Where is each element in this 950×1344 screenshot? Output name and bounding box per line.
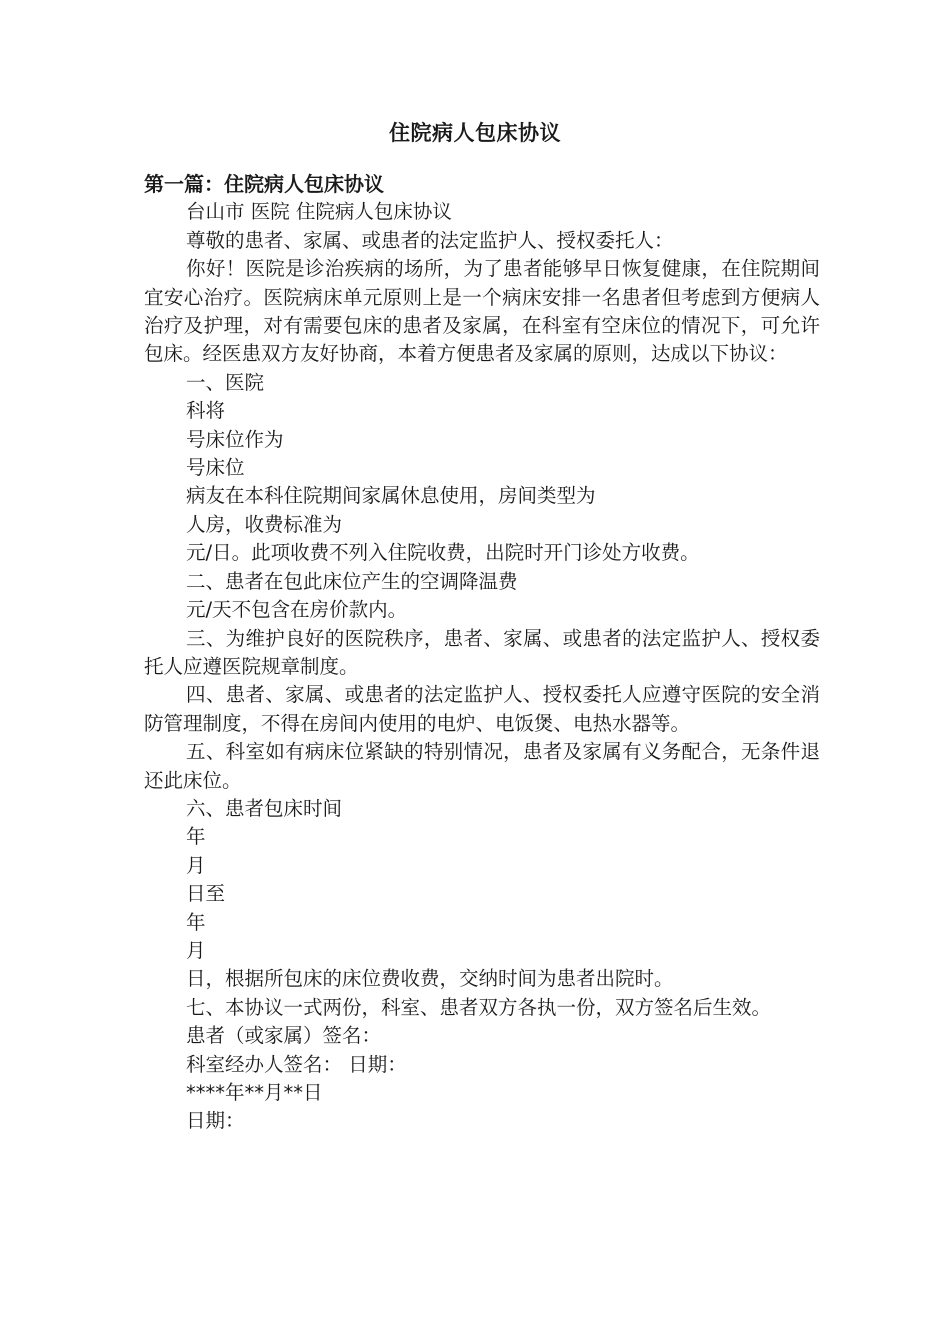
paragraph: 台山市 医院 住院病人包床协议 xyxy=(186,200,452,224)
paragraph: 你好！医院是诊治疾病的场所，为了患者能够早日恢复健康，在住院期间宜安心治疗。医院病床单元原则上是一个病床安排一名患者但考虑到方便病人治疗及护理，对有需要包床的患者及家属，在科室有空床位的情况下，可允许包床。经医患双方友好协商，本着方便患者及家属的原则，达成以下协议： xyxy=(144,257,820,366)
paragraph: 病友在本科住院期间家属休息使用，房间类型为 xyxy=(186,484,596,508)
paragraph: 人房，收费标准为 xyxy=(186,512,343,536)
paragraph: 日，根据所包床的床位费收费，交纳时间为患者出院时。 xyxy=(186,967,674,991)
paragraph: 三、为维护良好的医院秩序，患者、家属、或患者的法定监护人、授权委托人应遵医院规章制度。 xyxy=(144,626,820,678)
paragraph: 年 xyxy=(186,825,206,849)
paragraph: 日期： xyxy=(186,1109,245,1133)
paragraph: 年 xyxy=(186,910,206,934)
paragraph: 元/日。此项收费不列入住院收费，出院时开门诊处方收费。 xyxy=(186,541,700,565)
paragraph: 四、患者、家属、或患者的法定监护人、授权委托人应遵守医院的安全消防管理制度，不得在房间内使用的电炉、电饭煲、电热水器等。 xyxy=(144,683,820,735)
paragraph: 科将 xyxy=(186,399,226,423)
paragraph: 七、本协议一式两份，科室、患者双方各执一份，双方签名后生效。 xyxy=(186,995,772,1019)
paragraph: 元/天不包含在房价款内。 xyxy=(186,598,408,622)
paragraph: 月 xyxy=(186,938,206,962)
paragraph: 号床位 xyxy=(186,456,245,480)
paragraph: 五、科室如有病床位紧缺的特别情况，患者及家属有义务配合，无条件退还此床位。 xyxy=(144,740,820,792)
section-heading: 第一篇：住院病人包床协议 xyxy=(144,172,384,196)
paragraph: 一、医院 xyxy=(186,370,265,394)
document-title: 住院病人包床协议 xyxy=(389,121,561,145)
paragraph: 六、患者包床时间 xyxy=(186,796,343,820)
paragraph: ****年**月**日 xyxy=(186,1081,323,1104)
paragraph: 日至 xyxy=(186,882,226,906)
paragraph: 二、患者在包此床位产生的空调降温费 xyxy=(186,569,518,593)
paragraph: 尊敬的患者、家属、或患者的法定监护人、授权委托人： xyxy=(186,228,674,252)
paragraph: 月 xyxy=(186,853,206,877)
document-body xyxy=(144,170,820,1136)
paragraph: 科室经办人签名： 日期： xyxy=(186,1052,407,1076)
paragraph: 患者（或家属）签名： xyxy=(186,1024,382,1048)
paragraph: 号床位作为 xyxy=(186,427,284,451)
